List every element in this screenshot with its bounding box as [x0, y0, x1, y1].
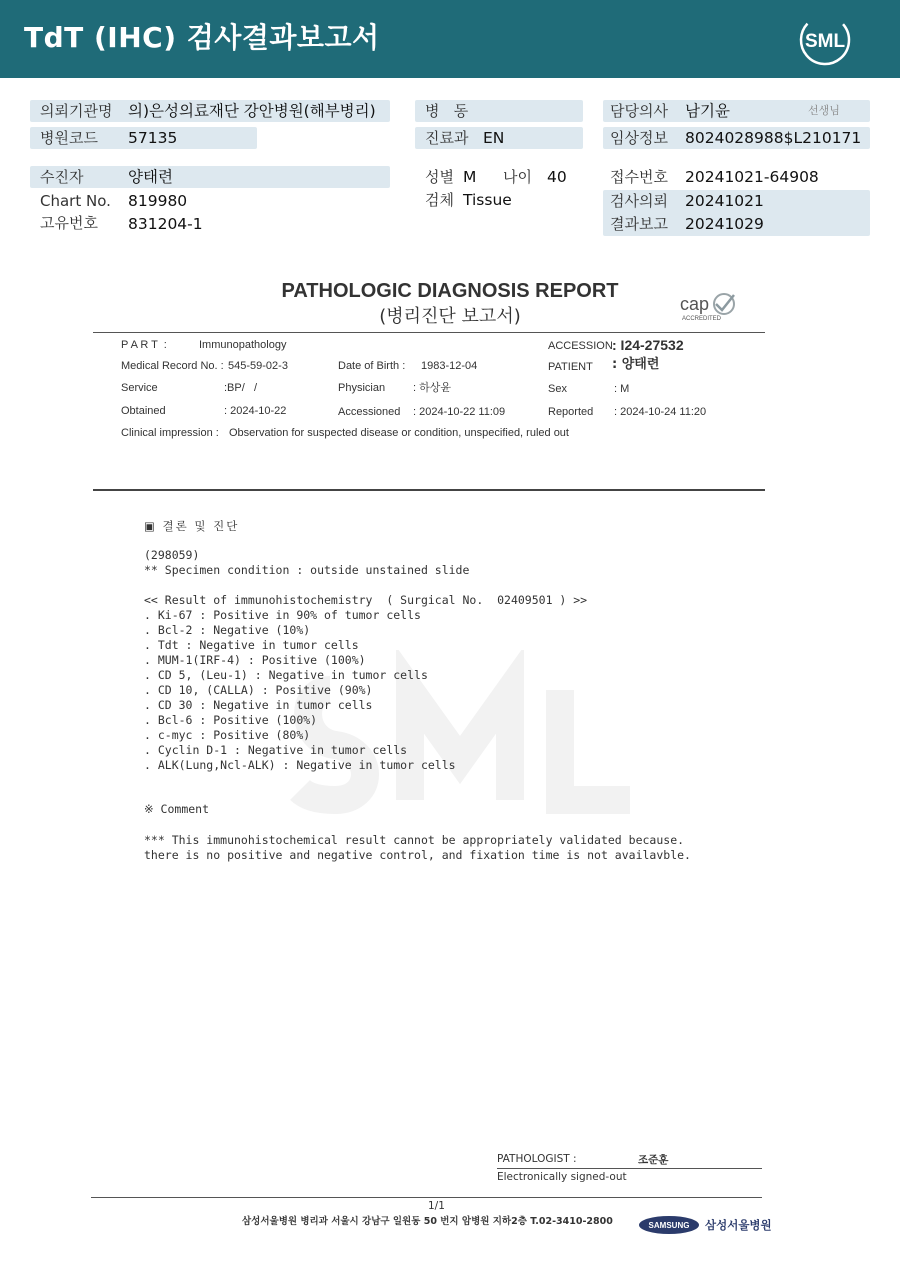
age-label: 나이 [503, 168, 532, 186]
result-value: 20241029 [685, 215, 764, 233]
diagnosis-line: (298059) [144, 548, 200, 562]
samsung-logo [638, 1215, 700, 1235]
institution-label: 의뢰기관명 [40, 102, 113, 120]
pathologist-rule [497, 1168, 762, 1169]
impression-label: Clinical impression : [121, 427, 219, 439]
receipt-value: 20241021-64908 [685, 168, 819, 186]
section-title: ▣ 결론 및 진단 [144, 519, 240, 533]
pathologist-value: 조준훈 [638, 1154, 669, 1166]
doctor-label: 담당의사 [610, 102, 668, 120]
receipt-label: 접수번호 [610, 168, 668, 186]
service-value: :BP/ / [224, 382, 258, 394]
unique-value: 831204-1 [128, 215, 203, 233]
mrn-label: Medical Record No. : [121, 360, 224, 372]
footer-rule [91, 1197, 762, 1198]
diagnosis-line: . Tdt : Negative in tumor cells [144, 638, 359, 652]
patient-value: 양태련 [128, 168, 173, 186]
request-value: 20241021 [685, 192, 764, 210]
obtained-value: : 2024-10-22 [224, 405, 287, 417]
sex-value: M [463, 168, 477, 186]
reported-value: : 2024-10-24 11:20 [614, 406, 707, 418]
comment-line: there is no positive and negative control, and fixation time is not availavble. [144, 848, 691, 862]
diagnosis-line: . CD 30 : Negative in tumor cells [144, 698, 373, 712]
page-title: TdT (IHC) 검사결과보고서 [24, 21, 380, 54]
diagnosis-line: . Ki-67 : Positive in 90% of tumor cells [144, 608, 421, 622]
pathologist-label: PATHOLOGIST : [497, 1153, 577, 1165]
diagnosis-line: ** Specimen condition : outside unstained slide [144, 563, 470, 577]
service-label: Service [121, 382, 158, 394]
institution-value: 의)은성의료재단 강안병원(해부병리) [128, 102, 376, 120]
physician-value: : 하상윤 [413, 382, 451, 394]
diagnosis-line: . c-myc : Positive (80%) [144, 728, 311, 742]
accession-label: ACCESSION [548, 340, 613, 352]
unique-label: 고유번호 [40, 214, 98, 232]
clinical-label: 임상정보 [610, 129, 668, 147]
patient-row-bg [30, 166, 390, 188]
svg-text:SAMSUNG: SAMSUNG [648, 1221, 690, 1230]
comment-title: ※ Comment [144, 802, 210, 816]
sex-report-label: Sex [548, 383, 567, 395]
cap-accredited-logo [678, 290, 742, 324]
sex-label: 성별 [425, 168, 454, 186]
chart-label: Chart No. [40, 192, 111, 210]
report-subtitle: (병리진단 보고서) [379, 306, 521, 327]
part-value: Immunopathology [199, 339, 287, 351]
svg-text:SML: SML [804, 31, 846, 52]
hospital-code-value: 57135 [128, 129, 178, 147]
accession-value: : I24-27532 [612, 337, 684, 353]
hospital-logo-text: 삼성서울병원 [705, 1218, 772, 1232]
ward-label: 병 동 [425, 102, 469, 120]
doctor-value: 남기윤 [685, 102, 730, 120]
diagnosis-line: . Bcl-6 : Positive (100%) [144, 713, 318, 727]
dept-label: 진료과 [425, 129, 469, 147]
diagnosis-line: . ALK(Lung,Ncl-ALK) : Negative in tumor cells [144, 758, 456, 772]
patient-report-value: : 양태련 [612, 357, 660, 372]
report-mid-rule [93, 489, 765, 491]
sex-report-value: : M [614, 383, 630, 395]
result-label: 결과보고 [610, 215, 668, 233]
patient-report-label: PATIENT [548, 361, 593, 373]
signed-out-text: Electronically signed-out [497, 1171, 627, 1183]
physician-label: Physician [338, 382, 386, 394]
impression-value: Observation for suspected disease or condition, unspecified, ruled out [229, 427, 569, 439]
reported-label: Reported [548, 406, 594, 418]
comment-line: *** This immunohistochemical result cannot be appropriately validated because. [144, 833, 685, 847]
patient-label: 수진자 [40, 168, 84, 186]
dob-value: 1983-12-04 [421, 360, 478, 372]
hospital-code-label: 병원코드 [40, 129, 98, 147]
age-value: 40 [547, 168, 567, 186]
accessioned-value: : 2024-10-22 11:09 [413, 406, 506, 418]
part-label: P A R T : [121, 339, 167, 351]
report-top-rule [93, 332, 765, 333]
svg-text:cap: cap [680, 294, 710, 314]
mrn-value: 545-59-02-3 [228, 360, 288, 372]
doctor-suffix: 선생님 [808, 104, 840, 117]
clinical-value: 8024028988$L210171 [685, 129, 862, 147]
diagnosis-line: . CD 10, (CALLA) : Positive (90%) [144, 683, 373, 697]
page-number: 1/1 [428, 1200, 445, 1212]
obtained-label: Obtained [121, 405, 166, 417]
specimen-label: 검체 [425, 191, 454, 209]
diagnosis-line: << Result of immunohistochemistry ( Surgical No. 02409501 ) >> [144, 593, 588, 607]
diagnosis-line: . Cyclin D-1 : Negative in tumor cells [144, 743, 408, 757]
dob-label: Date of Birth : [338, 360, 406, 372]
accessioned-label: Accessioned [338, 406, 401, 418]
diagnosis-line: . CD 5, (Leu-1) : Negative in tumor cells [144, 668, 428, 682]
request-label: 검사의뢰 [610, 192, 668, 210]
diagnosis-line: . Bcl-2 : Negative (10%) [144, 623, 311, 637]
footer-address: 삼성서울병원 병리과 서울시 강남구 일원동 50 번지 암병원 지하2층 T.02-3410-2800 [242, 1216, 613, 1227]
svg-text:ACCREDITED: ACCREDITED [682, 316, 722, 322]
sml-logo [796, 13, 854, 67]
diagnosis-line: . MUM-1(IRF-4) : Positive (100%) [144, 653, 366, 667]
report-title: PATHOLOGIC DIAGNOSIS REPORT [281, 280, 619, 302]
dept-value: EN [483, 129, 505, 147]
specimen-value: Tissue [463, 191, 512, 209]
chart-value: 819980 [128, 192, 188, 210]
